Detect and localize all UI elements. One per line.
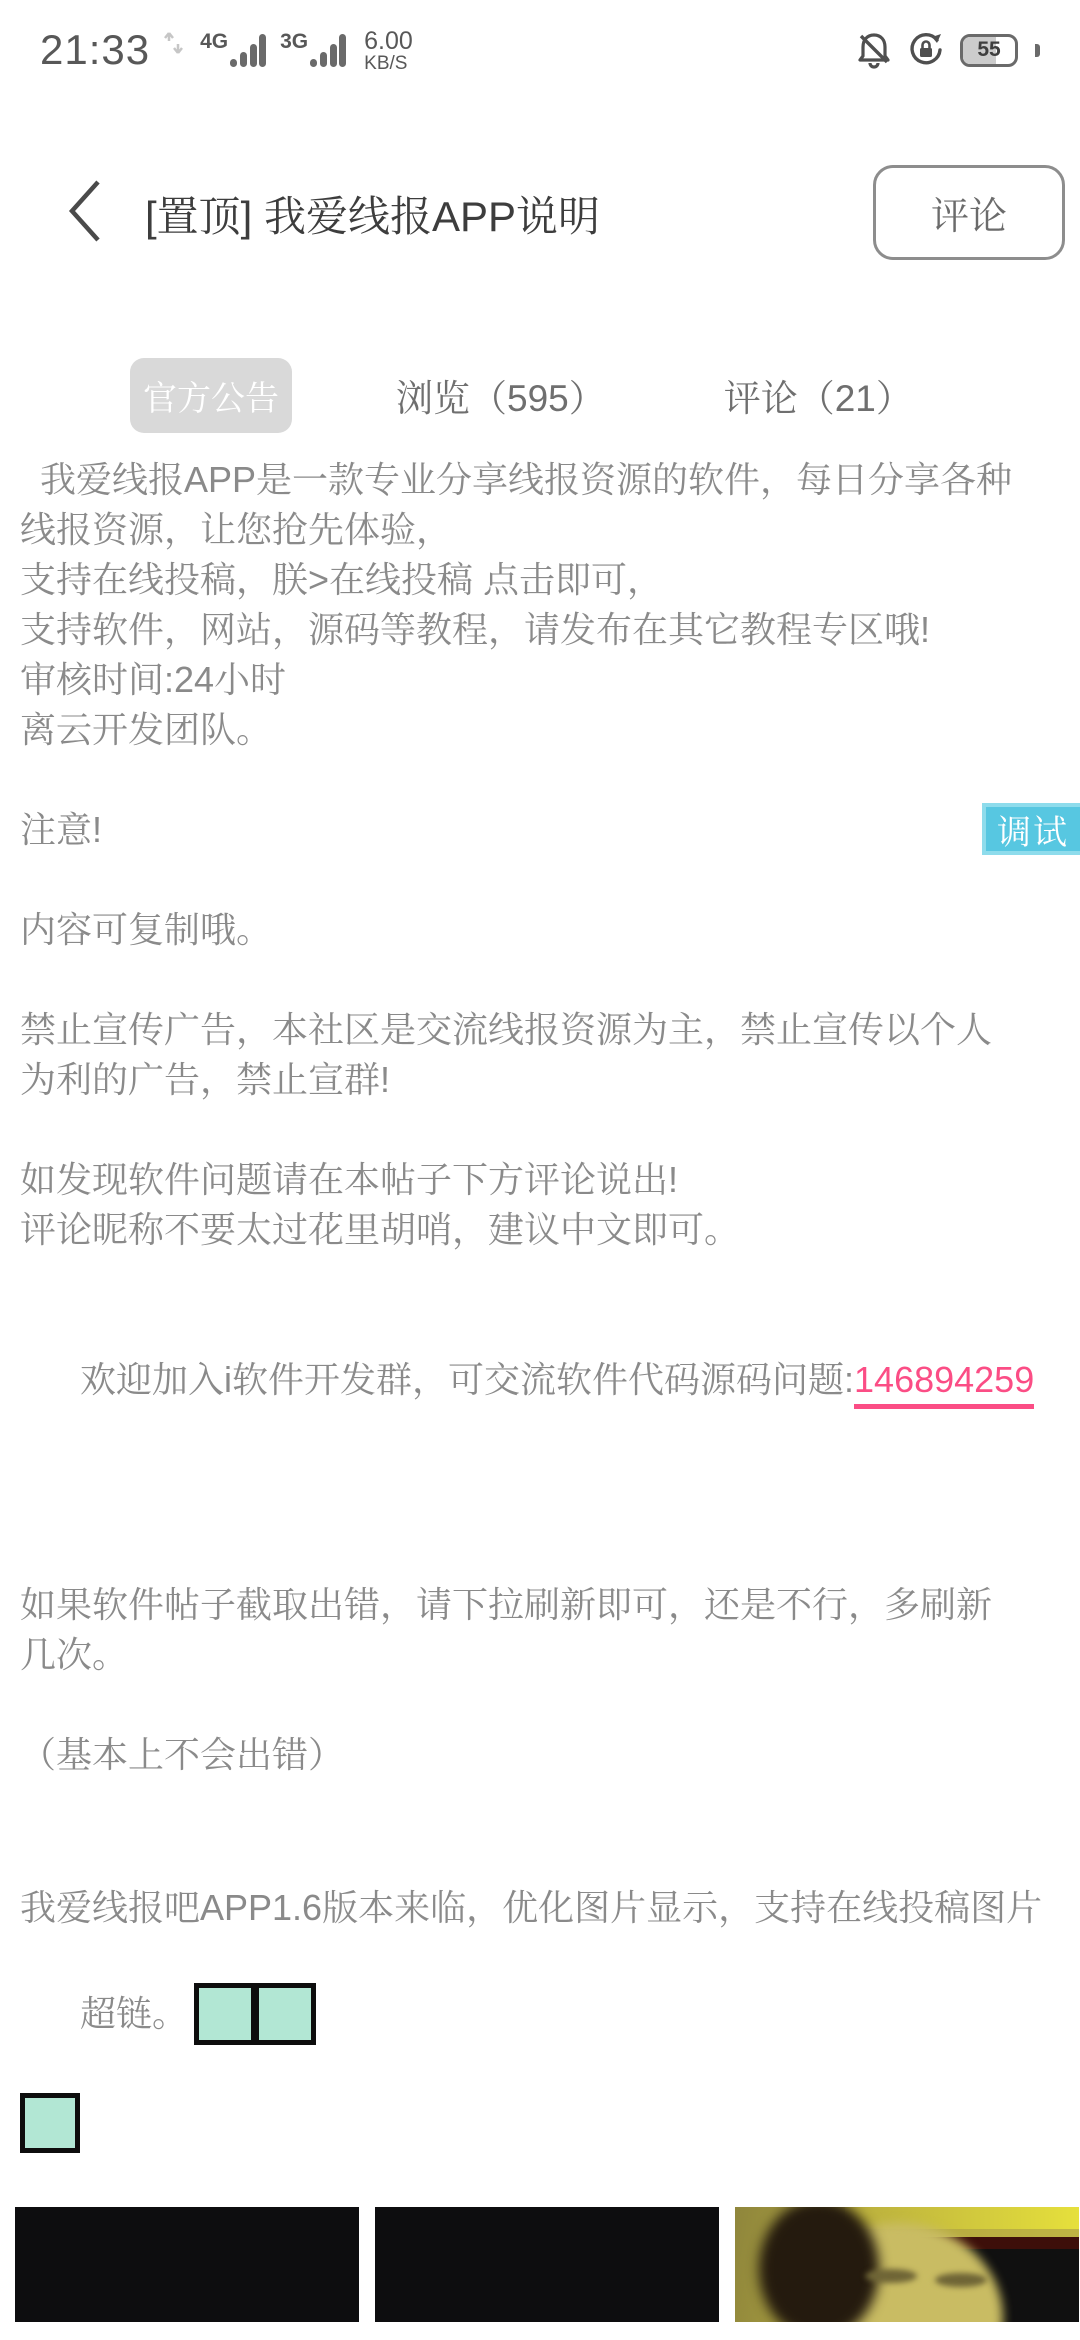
body-line: 禁止宣传广告，本社区是交流线报资源为主，禁止宣传以个人 — [20, 1009, 993, 1050]
body-line: 为利的广告，禁止宣群! — [20, 1059, 391, 1100]
post-meta-row — [0, 362, 1080, 428]
body-line: 评论昵称不要太过花里胡哨，建议中文即可。 — [20, 1209, 741, 1250]
page-title: [置顶] 我爱线报APP说明 — [145, 193, 601, 240]
post-body — [20, 455, 1060, 2322]
view-count: 浏览（595） — [396, 378, 606, 419]
qq-group-prefix: 欢迎加入i软件开发群，可交流软件代码源码问题: — [80, 1359, 855, 1400]
battery-indicator — [960, 34, 1018, 67]
updown-arrows-icon — [164, 31, 184, 55]
body-line: （基本上不会出错） — [20, 1734, 345, 1775]
sim1-signal — [200, 32, 266, 68]
page-header — [0, 160, 1080, 260]
signal-bars-icon — [310, 32, 346, 68]
photo-decoration — [865, 2269, 917, 2283]
body-line: 我爱线报吧APP1.6版本来临，优化图片显示，支持在线投稿图片 — [20, 1887, 1043, 1928]
debug-button[interactable]: 调试 — [982, 803, 1080, 855]
inline-attachment-pair[interactable] — [194, 1983, 316, 2045]
chevron-left-icon — [66, 178, 104, 244]
signal-bars-icon — [230, 32, 266, 68]
bell-muted-icon — [856, 31, 892, 69]
attachment-thumb-fill — [25, 2098, 75, 2148]
status-left — [40, 26, 413, 74]
body-line: 内容可复制哦。 — [20, 909, 273, 950]
sim2-signal — [280, 32, 346, 68]
body-line-with-images — [20, 1933, 1060, 2034]
battery-percent: 55 — [977, 38, 1001, 61]
body-line-with-link — [20, 1305, 1060, 1400]
network-speed — [364, 28, 413, 74]
comment-button[interactable]: 评论 — [873, 165, 1065, 260]
body-line: 如发现软件问题请在本帖子下方评论说出! — [20, 1159, 679, 1200]
body-line: 几次。 — [20, 1634, 129, 1675]
sim1-network-type: 4G — [200, 30, 229, 53]
body-line: 我爱线报APP是一款专业分享线报资源的软件，每日分享各种 — [20, 459, 1013, 500]
attachment-thumb-dark[interactable] — [375, 2207, 719, 2322]
attachment-thumb-photo[interactable] — [735, 2207, 1079, 2322]
sim2-network-type: 3G — [280, 30, 309, 53]
body-line: 超链。 — [80, 1993, 189, 2034]
comment-count: 评论（21） — [723, 378, 913, 419]
attachment-thumb[interactable] — [199, 1988, 251, 2040]
body-line: 注意! — [20, 809, 103, 850]
attachment-thumb-single[interactable] — [20, 2093, 80, 2153]
status-right — [856, 31, 1040, 69]
attachment-thumb[interactable] — [259, 1988, 311, 2040]
body-line: 审核时间:24小时 — [20, 659, 287, 700]
clock: 21:33 — [40, 26, 151, 73]
body-line: 如果软件帖子截取出错，请下拉刷新即可，还是不行，多刷新 — [20, 1584, 993, 1625]
photo-decoration — [759, 2207, 879, 2322]
qq-group-number-link[interactable]: 146894259 — [854, 1359, 1034, 1409]
body-line: 支持软件，网站，源码等教程，请发布在其它教程专区哦! — [20, 609, 931, 650]
status-bar — [0, 14, 1080, 86]
body-line: 支持在线投稿，朕>在线投稿 点击即可， — [20, 559, 664, 600]
speed-value: 6.00 — [364, 26, 413, 55]
speed-unit: KB/S — [364, 53, 408, 75]
photo-decoration — [935, 2273, 987, 2287]
body-line: 离云开发团队。 — [20, 709, 273, 750]
back-button[interactable] — [66, 178, 104, 247]
body-line: 线报资源，让您抢先体验， — [20, 509, 453, 550]
rotation-lock-icon — [907, 31, 945, 69]
attachment-thumb-dark[interactable] — [15, 2207, 359, 2322]
battery-nub — [1035, 44, 1040, 57]
attachment-thumbnail-row — [15, 2207, 1060, 2322]
official-announcement-badge: 官方公告 — [130, 358, 292, 433]
